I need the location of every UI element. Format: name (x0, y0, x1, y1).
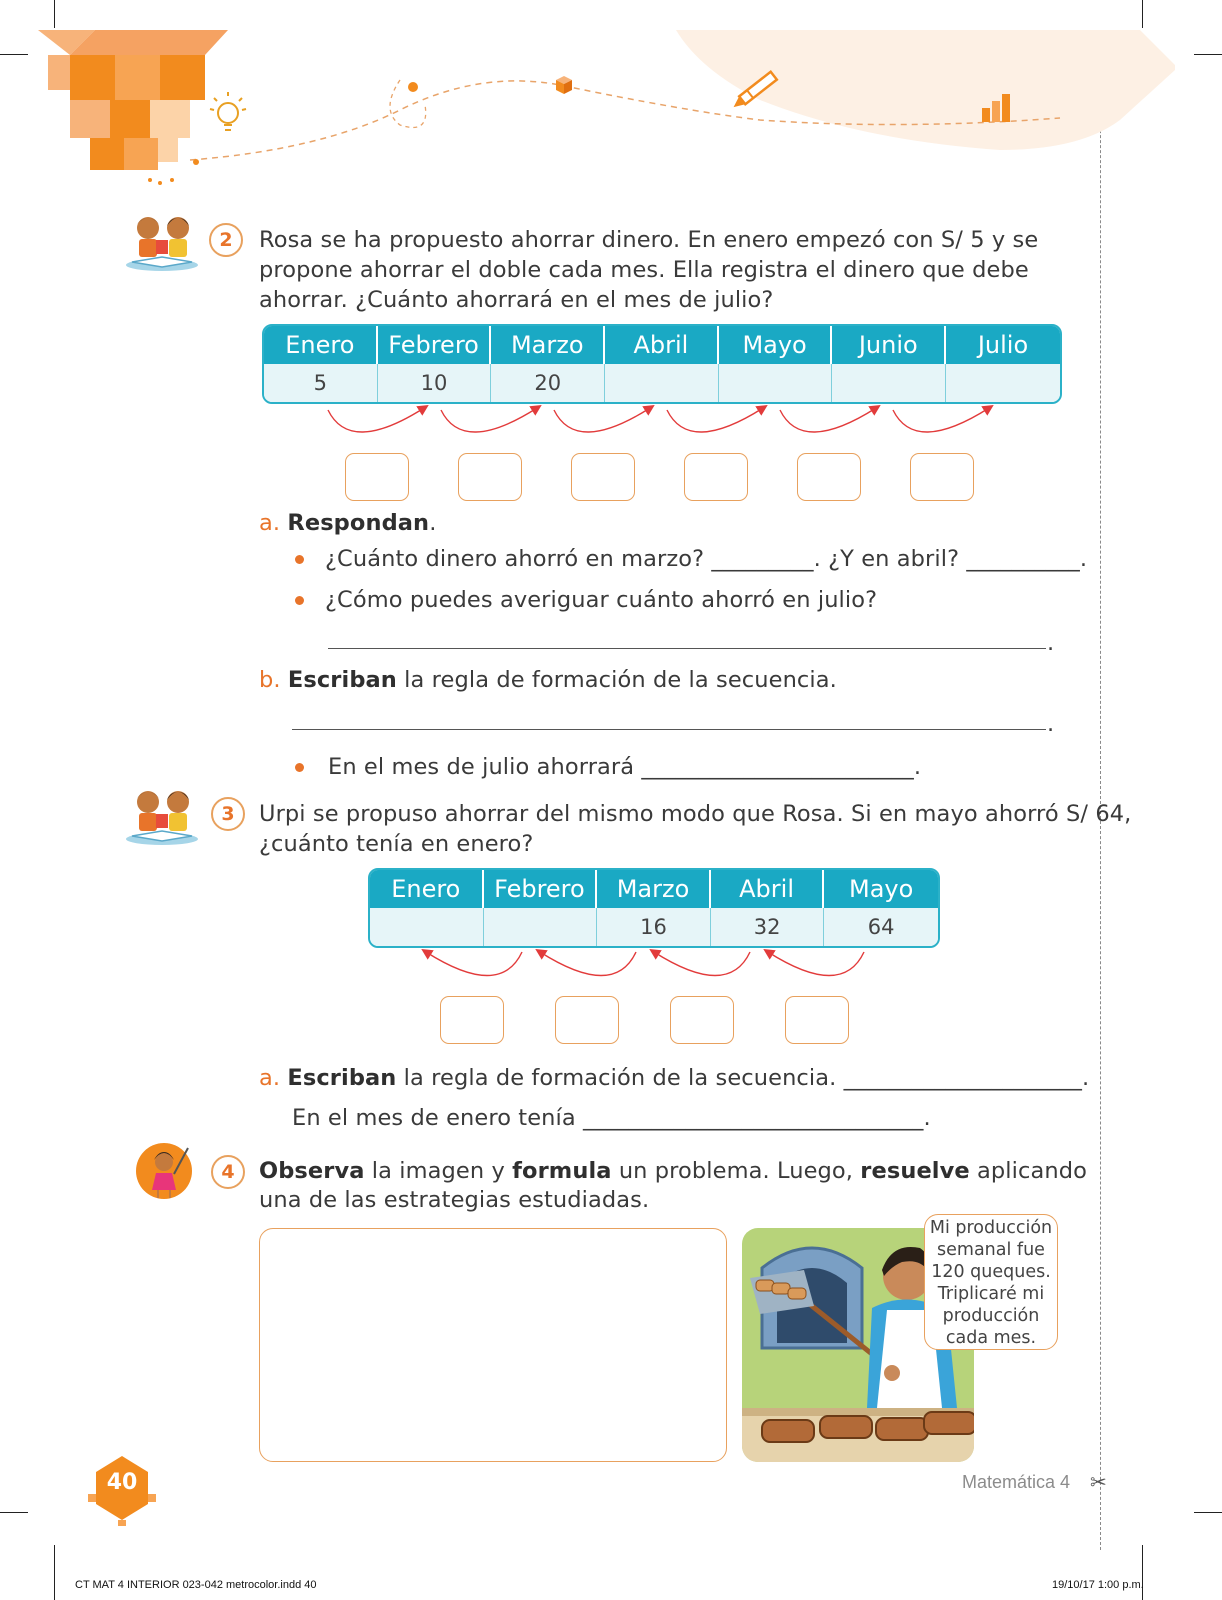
table-header-cell: Enero (264, 326, 378, 364)
bubble-line: semanal fue (937, 1240, 1045, 1260)
book-title: Matemática 4 (962, 1472, 1071, 1492)
crop-mark (0, 1512, 28, 1513)
answer-box[interactable] (670, 996, 734, 1044)
part-letter: a. (259, 1065, 281, 1091)
part-period: . (429, 510, 437, 536)
answer-box[interactable] (910, 453, 974, 501)
statement-line: propone ahorrar el doble cada mes. Ella registra el dinero que debe (259, 257, 1029, 283)
table-header-cell: Junio (832, 326, 946, 364)
table-header-cell: Marzo (597, 870, 711, 908)
bullet (295, 763, 304, 772)
statement-text: la imagen y (364, 1158, 513, 1184)
part-text: la regla de formación de la secuencia. _____________________. (396, 1065, 1090, 1091)
part-b-heading (259, 665, 837, 695)
table-header-cell: Febrero (484, 870, 598, 908)
statement-line (259, 1156, 1087, 1186)
answer-box[interactable] (555, 996, 619, 1044)
table-cell: 5 (264, 364, 378, 402)
part-a-heading (259, 1063, 1089, 1093)
answer-line[interactable] (328, 648, 1046, 649)
footer-date: 19/10/17 1:00 p.m. (1052, 1579, 1144, 1591)
answer-line[interactable] (292, 729, 1046, 730)
exercise-number: 2 (209, 223, 243, 257)
kids-reading-icon (124, 784, 200, 846)
table-cell-blank[interactable] (832, 364, 946, 402)
sequence-arrows (300, 400, 1020, 450)
bubble-line: cada mes. (945, 1328, 1037, 1348)
exercise-number: 3 (211, 797, 245, 831)
part-title: Respondan (287, 510, 430, 536)
question-line: En el mes de julio ahorrará ________________________. (328, 754, 922, 780)
table-header-cell: Abril (711, 870, 825, 908)
keyword: resuelve (860, 1158, 970, 1184)
keyword: Observa (259, 1158, 365, 1184)
part-title: Escriban (287, 667, 397, 693)
part-letter: b. (259, 667, 281, 693)
table-cell-blank[interactable] (370, 908, 484, 946)
header-decoration (0, 0, 1222, 200)
statement-line: Rosa se ha propuesto ahorrar dinero. En enero empezó con S/ 5 y se (259, 227, 1039, 253)
girl-writing-icon (136, 1140, 196, 1202)
savings-table (368, 868, 940, 948)
table-cell-blank[interactable] (484, 908, 598, 946)
keyword: formula (512, 1158, 612, 1184)
table-cell: 10 (378, 364, 492, 402)
crop-mark (1194, 1512, 1222, 1513)
sequence-arrows (410, 944, 890, 994)
part-title: Escriban (287, 1065, 397, 1091)
bullet (295, 596, 304, 605)
part-letter: a. (259, 510, 281, 536)
part-text: la regla de formación de la secuencia. (396, 667, 837, 693)
table-header-cell: Abril (605, 326, 719, 364)
table-header-row (370, 870, 938, 908)
bubble-line: Triplicaré mi (937, 1284, 1045, 1304)
table-cell: 32 (711, 908, 825, 946)
question-line: ¿Cuánto dinero ahorró en marzo? _________. ¿Y en abril? __________. (325, 546, 1088, 572)
statement-text: aplicando (969, 1158, 1087, 1184)
footer-filename: CT MAT 4 INTERIOR 023-042 metrocolor.indd 40 (75, 1579, 317, 1591)
kids-reading-icon (124, 210, 200, 272)
answer-box[interactable] (797, 453, 861, 501)
bubble-line: Mi producción (929, 1218, 1053, 1238)
table-value-row (370, 908, 938, 946)
cubes-decoration (38, 30, 228, 185)
table-cell-blank[interactable] (605, 364, 719, 402)
part-a-heading (259, 508, 436, 538)
table-cell: 64 (867, 915, 895, 939)
table-cell-blank[interactable] (946, 364, 1060, 402)
table-cell: 16 (597, 908, 711, 946)
question-line: En el mes de enero tenía ______________________________. (292, 1105, 931, 1131)
answer-box[interactable] (785, 996, 849, 1044)
line-period: . (1047, 630, 1055, 656)
table-cell: 20 (491, 364, 605, 402)
problem-writing-area[interactable] (259, 1228, 727, 1462)
lightbulb-icon (210, 92, 246, 130)
crop-mark (54, 1545, 55, 1600)
table-value-row (264, 364, 1060, 402)
crop-mark (1142, 1545, 1143, 1600)
table-header-cell: Febrero (378, 326, 492, 364)
small-cube-icon (556, 76, 572, 94)
bullet (295, 555, 304, 564)
table-header-row (264, 326, 1060, 364)
cut-line (1100, 30, 1101, 1550)
table-header-cell: Enero (370, 870, 484, 908)
statement-line: ¿cuánto tenía en enero? (259, 831, 534, 857)
answer-box[interactable] (571, 453, 635, 501)
question-line: ¿Cómo puedes averiguar cuánto ahorró en julio? (325, 587, 878, 613)
speech-bubble (924, 1214, 1058, 1350)
table-header-cell: Marzo (491, 326, 605, 364)
line-period: . (1047, 711, 1055, 737)
table-header-cell: Mayo (849, 875, 914, 903)
statement-line: una de las estrategias estudiadas. (259, 1187, 650, 1213)
page-number: 40 (106, 1470, 138, 1495)
bubble-line: producción (942, 1306, 1040, 1326)
table-cell-blank[interactable] (719, 364, 833, 402)
statement-line: Urpi se propuso ahorrar del mismo modo que Rosa. Si en mayo ahorró S/ 64, (259, 801, 1132, 827)
statement-text: un problema. Luego, (611, 1158, 861, 1184)
answer-box[interactable] (345, 453, 409, 501)
savings-table (262, 324, 1062, 404)
bubble-line: 120 queques. (931, 1262, 1051, 1282)
answer-box[interactable] (684, 453, 748, 501)
answer-box[interactable] (458, 453, 522, 501)
statement-line: ahorrar. ¿Cuánto ahorrará en el mes de julio? (259, 287, 774, 313)
scissors-icon: ✂ (1090, 1470, 1107, 1494)
exercise-number: 4 (211, 1155, 245, 1189)
table-header-cell: Mayo (719, 326, 833, 364)
answer-box[interactable] (440, 996, 504, 1044)
table-header-cell: Julio (977, 331, 1029, 359)
